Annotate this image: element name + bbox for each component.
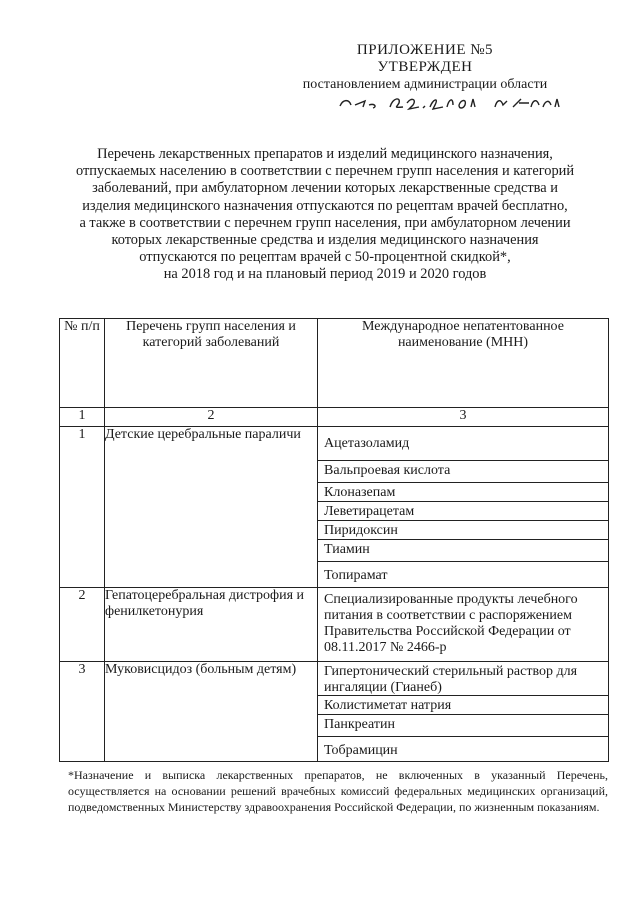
header-group: Перечень групп населения и категорий заболеваний [105, 319, 318, 408]
title-line: изделия медицинского назначения отпускаются по рецептам врачей бесплатно, [82, 197, 568, 214]
title-line: а также в соответствии с перечнем групп населения, при амбулаторном лечении [79, 214, 571, 231]
title-line: заболеваний, при амбулаторном лечении которых лекарственные средства и [92, 180, 558, 197]
row-number: 3 [60, 662, 105, 762]
drug-item: Гипертонический стерильный раствор для ингаляции (Гианеб) [318, 662, 608, 696]
column-number-row [60, 408, 609, 427]
drug-item: Панкреатин [318, 715, 608, 737]
title-line: отпускаемых населению в соответствии с перечнем групп населения и категорий [75, 163, 575, 180]
header-inn: Международное непатентованное наименование (МНН) [318, 319, 609, 408]
title-line: на 2018 год и на плановый период 2019 и 2020 годов [163, 266, 487, 283]
title-line: Перечень лекарственных препаратов и изделий медицинского назначения, [97, 146, 553, 162]
drug-item: Колистиметат натрия [318, 696, 608, 715]
row-group: Гепатоцеребральная дистрофия и фенилкетонурия [105, 588, 318, 662]
table-row [60, 588, 609, 662]
drug-item: Топирамат [324, 568, 388, 583]
drug-item: Пиридоксин [318, 521, 608, 540]
resolution-label: постановлением администрации области [302, 77, 548, 92]
table-row [60, 662, 609, 762]
drug-item: Леветирацетам [318, 502, 608, 521]
row-items [318, 427, 609, 588]
row-group: Муковисцидоз (больным детям) [105, 662, 318, 762]
handwritten-date-signature [335, 91, 575, 113]
title-line: которых лекарственные средства и изделия медицинского назначения [111, 232, 539, 249]
approved-label: УТВЕРЖДЕН [377, 59, 473, 75]
document-title [60, 146, 590, 284]
appendix-label: ПРИЛОЖЕНИЕ №5 [356, 42, 494, 58]
row-number: 2 [60, 588, 105, 662]
column-number: 2 [105, 408, 318, 427]
row-number: 1 [60, 427, 105, 588]
drug-item: Тобрамицин [324, 743, 398, 758]
column-number: 1 [60, 408, 105, 427]
drug-item: Специализированные продукты лечебного питания в соответствии с распоряжением Правительства Российской Федерации от 08.11.2017 № 2466-р [324, 592, 578, 655]
row-items [318, 588, 609, 662]
table-row [60, 427, 609, 588]
table-header-row [60, 319, 609, 408]
drug-item: Ацетазоламид [318, 427, 608, 461]
header-number: № п/п [60, 319, 105, 408]
row-items [318, 662, 609, 762]
drug-list-table [59, 318, 609, 762]
drug-item: Тиамин [318, 540, 608, 562]
drug-item: Вальпроевая кислота [318, 461, 608, 483]
title-line: отпускаются по рецептам врачей с 50-процентной скидкой*, [139, 249, 511, 266]
column-number: 3 [318, 408, 609, 427]
footnote: *Назначение и выписка лекарственных препаратов, не включенных в указанный Перечень, осуществляется на основании решений врачебных комиссий федеральных медицинских организаций, подведомственных Министерству здравоохранения Российской Федерации, по жизненным показаниям. [68, 768, 608, 814]
drug-item: Клоназепам [318, 483, 608, 502]
row-group: Детские церебральные параличи [105, 427, 318, 588]
approval-header [290, 42, 560, 93]
